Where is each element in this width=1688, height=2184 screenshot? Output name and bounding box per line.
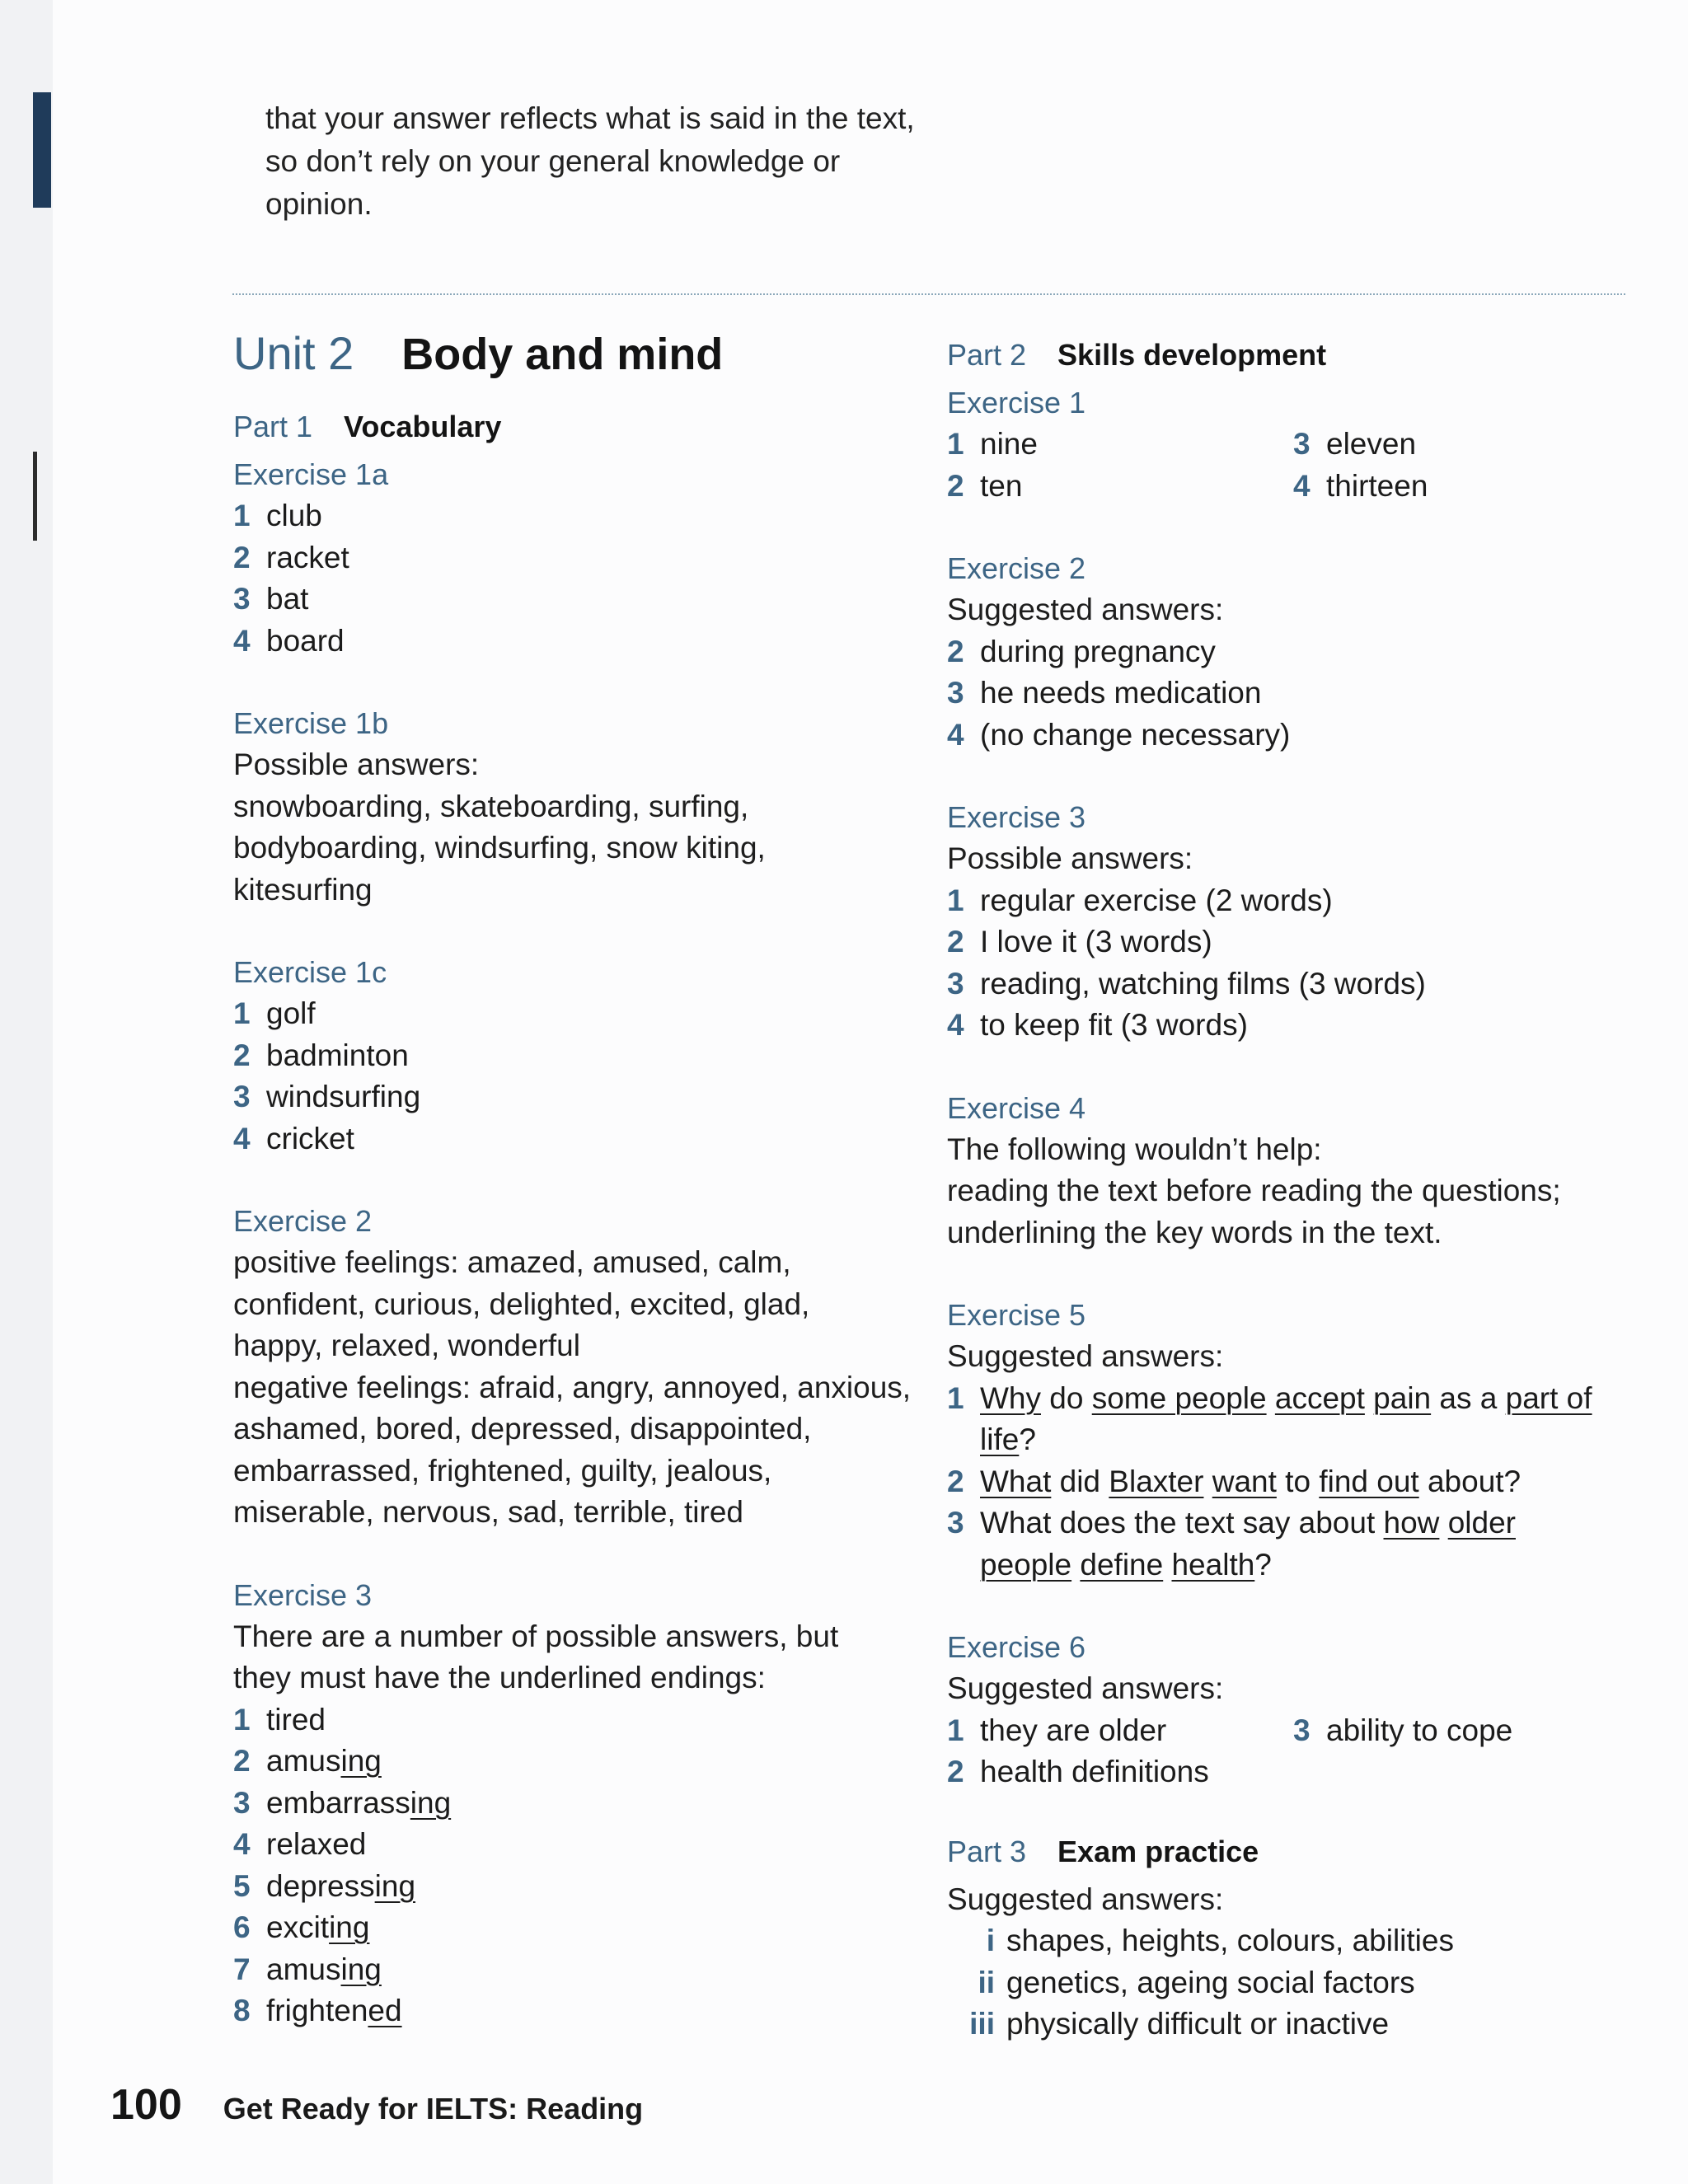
item-number: 1 xyxy=(233,1702,251,1736)
part-title: Vocabulary xyxy=(344,410,502,443)
page-number: 100 xyxy=(110,2081,182,2129)
list-item xyxy=(947,880,1623,922)
unit-label: Unit 2 xyxy=(233,327,354,379)
key-word: What xyxy=(980,1464,1052,1498)
item-number: 3 xyxy=(233,582,251,616)
section-divider xyxy=(232,293,1625,295)
item-number: 2 xyxy=(233,1744,251,1778)
item-text: windsurfing xyxy=(266,1080,421,1113)
list-item xyxy=(947,673,1623,715)
list-item xyxy=(233,1783,917,1825)
item-number: 1 xyxy=(947,1380,964,1415)
exercise-1b xyxy=(233,703,917,911)
edge-mark-top xyxy=(33,92,51,208)
list-item xyxy=(233,537,917,579)
exercise-intro: Possible answers: xyxy=(947,841,1193,875)
item-text: bat xyxy=(266,582,309,616)
item-number: i xyxy=(986,1924,995,1957)
exercise-1c xyxy=(233,952,917,1160)
key-word: Why xyxy=(980,1380,1041,1415)
item-text: to keep fit (3 words) xyxy=(980,1008,1248,1042)
exercise-intro: There are a number of possible answers, but they must have the underlined endings: xyxy=(233,1619,839,1694)
item-text: during pregnancy xyxy=(980,634,1216,668)
part3-section xyxy=(947,1835,1623,2046)
list-item xyxy=(233,1990,917,2032)
item-text: reading, watching films (3 words) xyxy=(980,966,1426,1001)
intro-paragraph: that your answer reflects what is said in the text, so don’t rely on your general knowledge or opinion. xyxy=(265,101,915,221)
item-number: 3 xyxy=(947,676,964,710)
list-item xyxy=(233,579,917,621)
part2-exercise-2 xyxy=(947,548,1623,756)
item-number: 4 xyxy=(947,717,964,752)
item-number: ii xyxy=(978,1965,995,1999)
item-number: 3 xyxy=(233,1785,251,1820)
question-text xyxy=(980,1378,1606,1461)
list-item xyxy=(233,993,917,1035)
answer-grid xyxy=(947,1710,1623,1793)
question-text xyxy=(980,1461,1521,1503)
key-word: accept xyxy=(1274,1380,1365,1415)
list-item xyxy=(233,1907,917,1949)
list-item xyxy=(233,1035,917,1077)
exercise-intro: Suggested answers: xyxy=(947,1671,1224,1705)
key-word: how xyxy=(1383,1506,1440,1540)
key-word: Blaxter xyxy=(1109,1464,1204,1498)
plain-text xyxy=(1071,1548,1080,1582)
list-item xyxy=(947,1005,1623,1047)
item-number: iii xyxy=(969,2007,995,2041)
underlined-ending: ing xyxy=(329,1910,370,1944)
list-item xyxy=(233,1118,917,1160)
item-number: 7 xyxy=(233,1952,251,1986)
part-label: Part 2 xyxy=(947,338,1027,372)
plain-text: about? xyxy=(1418,1464,1522,1498)
item-number: 2 xyxy=(233,1038,251,1072)
item-number: 2 xyxy=(947,1755,964,1788)
item-number: 6 xyxy=(233,1910,251,1944)
exercise-title: Exercise 3 xyxy=(947,800,1086,834)
exercise-2 xyxy=(233,1201,917,1534)
unit-title: Body and mind xyxy=(401,330,724,379)
key-word: health xyxy=(1171,1547,1255,1582)
exercise-title: Exercise 1 xyxy=(947,386,1086,419)
underlined-ending: ed xyxy=(368,1994,402,2027)
list-item xyxy=(947,963,1623,1005)
list-item xyxy=(947,715,1623,757)
item-number: 1 xyxy=(947,1713,964,1747)
item-text: thirteen xyxy=(1326,468,1428,503)
plain-text xyxy=(1203,1465,1212,1498)
exercise-title: Exercise 2 xyxy=(947,551,1086,585)
list-item xyxy=(1293,466,1623,508)
part-title: Exam practice xyxy=(1057,1834,1259,1868)
plain-text: ? xyxy=(1019,1422,1036,1456)
word-stem: tired xyxy=(266,1702,326,1736)
list-item xyxy=(233,1076,917,1118)
exercise-intro: The following wouldn’t help: xyxy=(947,1132,1322,1166)
list-item xyxy=(947,1751,1293,1793)
exercise-intro: Suggested answers: xyxy=(947,1882,1224,1916)
item-text: shapes, heights, colours, abilities xyxy=(1006,1924,1454,1957)
item-number: 4 xyxy=(233,1121,251,1155)
item-text: eleven xyxy=(1326,427,1417,461)
part2-exercise-6 xyxy=(947,1627,1623,1793)
list-item xyxy=(1293,1710,1623,1752)
word-stem: frighten xyxy=(266,1994,368,2027)
item-text: I love it (3 words) xyxy=(980,925,1212,958)
word-stem: amus xyxy=(266,1952,341,1986)
edge-mark-middle xyxy=(33,452,37,541)
item-text: badminton xyxy=(266,1038,409,1072)
item-number: 3 xyxy=(947,966,964,1001)
item-number: 1 xyxy=(947,883,964,917)
book-title: Get Ready for IELTS: Reading xyxy=(223,2092,644,2125)
item-number: 3 xyxy=(1293,1713,1311,1747)
item-number: 1 xyxy=(233,499,251,532)
key-word: some people xyxy=(1091,1380,1267,1415)
part2-exercise-5 xyxy=(947,1295,1623,1586)
item-number: 4 xyxy=(1293,468,1311,503)
item-text: golf xyxy=(266,996,316,1030)
item-number: 2 xyxy=(947,1464,964,1498)
item-text: they are older xyxy=(980,1713,1167,1747)
exercise-title: Exercise 1b xyxy=(233,706,389,740)
item-text: genetics, ageing social factors xyxy=(1006,1965,1415,1999)
item-number: 2 xyxy=(947,468,964,503)
item-text: health definitions xyxy=(980,1755,1209,1788)
part2-exercise-4 xyxy=(947,1088,1623,1254)
item-number: 8 xyxy=(233,1994,251,2027)
list-item xyxy=(947,424,1293,466)
plain-text: ? xyxy=(1254,1547,1272,1582)
list-item xyxy=(233,621,917,663)
key-word: part of life xyxy=(980,1380,1592,1456)
underlined-ending: ing xyxy=(340,1744,382,1778)
item-number: 4 xyxy=(947,1008,964,1042)
positive-feelings: positive feelings: amazed, amused, calm, confident, curious, delighted, excited, glad, happy, relaxed, wonderful xyxy=(233,1245,810,1362)
item-number: 3 xyxy=(947,1506,964,1540)
exercise-intro: Suggested answers: xyxy=(947,593,1224,626)
item-text: (no change necessary) xyxy=(980,717,1291,752)
list-item xyxy=(947,2004,1623,2046)
part2-heading xyxy=(947,338,1623,373)
question-text xyxy=(980,1502,1573,1586)
item-number: 4 xyxy=(233,623,251,658)
exercise-1a xyxy=(233,454,917,662)
word-stem: amus xyxy=(266,1744,341,1778)
plain-text xyxy=(1439,1506,1447,1540)
exercise-title: Exercise 3 xyxy=(233,1577,373,1612)
item-text: physically difficult or inactive xyxy=(1006,2007,1390,2041)
list-item xyxy=(947,1962,1623,2004)
item-number: 1 xyxy=(233,996,251,1030)
item-text: board xyxy=(266,623,345,658)
item-text: regular exercise (2 words) xyxy=(980,883,1333,917)
unit-heading xyxy=(233,326,917,380)
plain-text xyxy=(1267,1381,1275,1415)
right-column xyxy=(947,338,1623,2046)
list-item xyxy=(233,1949,917,1991)
key-word: define xyxy=(1080,1547,1164,1582)
word-stem: embarrass xyxy=(266,1785,410,1820)
list-item xyxy=(233,1699,917,1741)
item-number: 1 xyxy=(947,427,964,461)
page-gutter xyxy=(0,0,53,2184)
part-title: Skills development xyxy=(1057,338,1327,372)
exercise-3 xyxy=(233,1575,917,2032)
underlined-ending: ing xyxy=(410,1785,452,1820)
word-stem: excit xyxy=(266,1910,330,1944)
exercise-title: Exercise 2 xyxy=(233,1204,373,1238)
negative-feelings: negative feelings: afraid, angry, annoyed, anxious, ashamed, bored, depressed, disappointed, embarrassed, frightened, guilty, jealous, miserable, nervous, sad, terrible, tired xyxy=(233,1370,912,1529)
exercise-intro: Possible answers: xyxy=(233,748,480,781)
item-text: racket xyxy=(266,540,349,574)
list-item xyxy=(233,1824,917,1866)
part-label: Part 3 xyxy=(947,1834,1027,1868)
key-word: want xyxy=(1212,1464,1277,1498)
plain-text xyxy=(1163,1548,1171,1582)
exercise-title: Exercise 5 xyxy=(947,1298,1086,1332)
plain-text xyxy=(1365,1381,1373,1415)
list-item xyxy=(947,1710,1293,1752)
word-stem: relaxed xyxy=(266,1827,367,1861)
item-text: ability to cope xyxy=(1326,1713,1513,1747)
item-text: cricket xyxy=(266,1121,354,1155)
exercise-title: Exercise 1a xyxy=(233,457,389,491)
plain-text: do xyxy=(1041,1380,1092,1415)
item-number: 4 xyxy=(233,1827,251,1861)
word-stem: depress xyxy=(266,1868,375,1903)
left-column xyxy=(233,326,917,2032)
item-number: 2 xyxy=(233,540,251,574)
answer-grid xyxy=(947,424,1623,507)
list-item xyxy=(233,1866,917,1908)
item-number: 3 xyxy=(233,1080,251,1113)
exercise-intro: Suggested answers: xyxy=(947,1339,1224,1373)
plain-text: did xyxy=(1051,1464,1109,1498)
key-word: pain xyxy=(1373,1380,1432,1415)
list-item xyxy=(947,631,1623,673)
list-item xyxy=(1293,424,1623,466)
exercise-title: Exercise 6 xyxy=(947,1630,1086,1664)
question-item xyxy=(947,1502,1623,1586)
part-label: Part 1 xyxy=(233,410,313,443)
key-word: older people xyxy=(980,1506,1516,1582)
page-footer xyxy=(110,2080,643,2130)
item-text: he needs medication xyxy=(980,676,1262,710)
list-item xyxy=(947,1920,1623,1962)
list-item xyxy=(947,466,1293,508)
item-number: 2 xyxy=(947,925,964,958)
item-number: 2 xyxy=(947,634,964,668)
exercise-body: reading the text before reading the questions; underlining the key words in the text. xyxy=(947,1174,1561,1249)
item-text: nine xyxy=(980,427,1038,461)
item-text: club xyxy=(266,499,322,532)
plain-text: as a xyxy=(1431,1380,1506,1415)
underlined-ending: ing xyxy=(374,1868,416,1903)
question-item xyxy=(947,1461,1623,1503)
part2-exercise-1 xyxy=(947,382,1623,507)
part1-heading xyxy=(233,410,917,444)
part3-heading xyxy=(947,1835,1623,1869)
exercise-body: snowboarding, skateboarding, surfing, bodyboarding, windsurfing, snow kiting, kitesurfing xyxy=(233,789,766,907)
list-item xyxy=(947,921,1623,963)
plain-text: to xyxy=(1276,1464,1320,1498)
exercise-title: Exercise 1c xyxy=(233,955,387,989)
list-item xyxy=(233,1741,917,1783)
item-text: ten xyxy=(980,468,1023,503)
part2-exercise-3 xyxy=(947,797,1623,1047)
item-number: 3 xyxy=(1293,427,1311,461)
list-item xyxy=(233,495,917,537)
underlined-ending: ing xyxy=(340,1952,382,1986)
exercise-title: Exercise 4 xyxy=(947,1090,1086,1125)
key-word: find out xyxy=(1319,1464,1419,1498)
item-number: 5 xyxy=(233,1868,251,1903)
plain-text: What does the text say about xyxy=(980,1506,1384,1540)
question-item xyxy=(947,1378,1623,1461)
